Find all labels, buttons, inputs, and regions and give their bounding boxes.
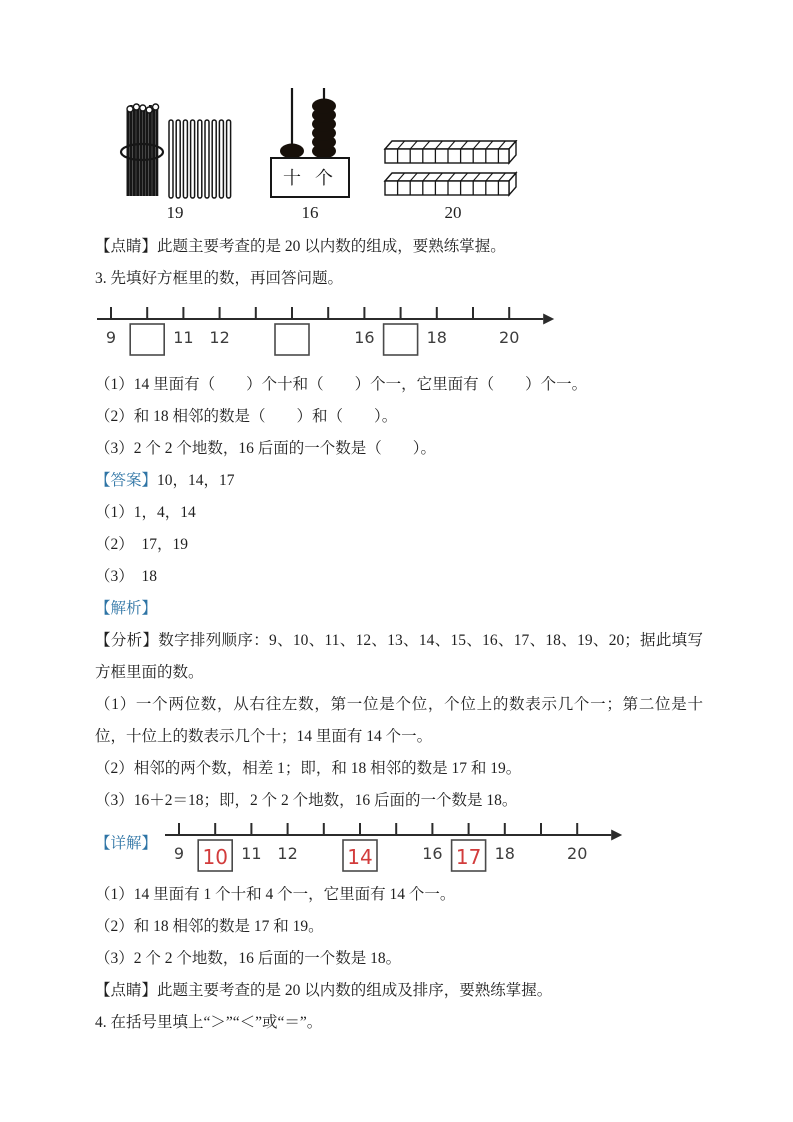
svg-text:17: 17 bbox=[455, 845, 482, 869]
svg-text:20: 20 bbox=[499, 328, 520, 347]
svg-text:11: 11 bbox=[241, 844, 262, 863]
q3-analysis-part-2: （2）相邻的两个数，相差 1；即，和 18 相邻的数是 17 和 19。 bbox=[95, 760, 522, 777]
counting-sticks-illustration bbox=[113, 96, 237, 200]
dianjing-marker-2: 【点睛】 bbox=[95, 982, 158, 999]
svg-text:14: 14 bbox=[347, 845, 373, 869]
svg-text:16: 16 bbox=[354, 328, 375, 347]
svg-text:10: 10 bbox=[202, 845, 228, 869]
svg-text:20: 20 bbox=[567, 844, 588, 863]
svg-text:18: 18 bbox=[494, 844, 515, 863]
q3-answer-line bbox=[95, 465, 703, 497]
svg-text:十: 十 bbox=[283, 168, 301, 188]
q3-detail-part-1: （1）14 里面有 1 个十和 4 个一，它里面有 14 个一。 bbox=[95, 886, 456, 903]
q3-part-1: （1）14 里面有（ ）个十和（ ）个一，它里面有（ ）个一。 bbox=[95, 376, 588, 393]
answer-marker: 【答案】 bbox=[95, 472, 158, 489]
svg-text:9: 9 bbox=[105, 328, 117, 347]
q3-dianjing-note bbox=[95, 975, 703, 1007]
cubes-illustration bbox=[383, 140, 523, 200]
number-line-question bbox=[95, 303, 559, 361]
fenxi-text: 数字排列顺序：9、10、11、12、13、14、15、16、17、18、19、20；据此填写方框里面的数。 bbox=[95, 632, 703, 681]
q3-answer-part-3: （3） 18 bbox=[95, 568, 158, 585]
svg-text:12: 12 bbox=[277, 844, 298, 863]
dianjing-text: 此题主要考查的是 20 以内数的组成，要熟练掌握。 bbox=[157, 238, 506, 255]
q3-number-line-block bbox=[95, 303, 703, 361]
q3-detail-row bbox=[95, 819, 703, 877]
svg-text:12: 12 bbox=[209, 328, 230, 347]
abacus-illustration bbox=[267, 88, 353, 200]
svg-text:个: 个 bbox=[315, 168, 333, 188]
q3-detail-part-3: （3）2 个 2 个地数，16 后面的一个数是 18。 bbox=[95, 950, 402, 967]
q3-analysis-part-1: （1）一个两位数，从右往左数，第一位是个位，个位上的数表示几个一；第二位是十位，十位上的数表示几个十；14 里面有 14 个一。 bbox=[95, 696, 703, 745]
answer-summary: 10，14，17 bbox=[157, 472, 235, 489]
abacus-caption: 16 bbox=[301, 203, 319, 222]
q3-title: 3. 先填好方框里的数，再回答问题。 bbox=[95, 270, 344, 287]
q2-dianjing-note bbox=[95, 231, 703, 263]
q3-answer-part-2: （2） 17，19 bbox=[95, 536, 189, 553]
abacus-figure bbox=[267, 88, 353, 223]
svg-text:16: 16 bbox=[422, 844, 443, 863]
svg-text:11: 11 bbox=[173, 328, 194, 347]
q3-analysis-part-3: （3）16＋2＝18；即，2 个 2 个地数，16 后面的一个数是 18。 bbox=[95, 792, 518, 809]
jiexi-marker: 【解析】 bbox=[95, 600, 158, 617]
xiangjie-marker: 【详解】 bbox=[95, 835, 158, 852]
svg-text:9: 9 bbox=[173, 844, 185, 863]
cubes-figure bbox=[383, 140, 523, 223]
sticks-caption: 19 bbox=[166, 203, 184, 222]
cubes-caption: 20 bbox=[444, 203, 462, 222]
q3-analysis bbox=[95, 625, 703, 689]
dianjing-marker: 【点睛】 bbox=[95, 238, 158, 255]
question2-figures bbox=[113, 88, 703, 223]
number-line-answered bbox=[163, 819, 627, 877]
svg-text:18: 18 bbox=[426, 328, 447, 347]
dianjing-text-2: 此题主要考查的是 20 以内数的组成及排序，要熟练掌握。 bbox=[157, 982, 553, 999]
fenxi-marker: 【分析】 bbox=[95, 632, 159, 649]
q4-title: 4. 在括号里填上“＞”“＜”或“＝”。 bbox=[95, 1014, 323, 1031]
q3-part-3: （3）2 个 2 个地数，16 后面的一个数是（ ）。 bbox=[95, 440, 437, 457]
sticks-figure bbox=[113, 96, 237, 223]
q3-answer-part-1: （1）1，4，14 bbox=[95, 504, 196, 521]
q3-part-2: （2）和 18 相邻的数是（ ）和（ ）。 bbox=[95, 408, 398, 425]
q3-detail-part-2: （2）和 18 相邻的数是 17 和 19。 bbox=[95, 918, 324, 935]
